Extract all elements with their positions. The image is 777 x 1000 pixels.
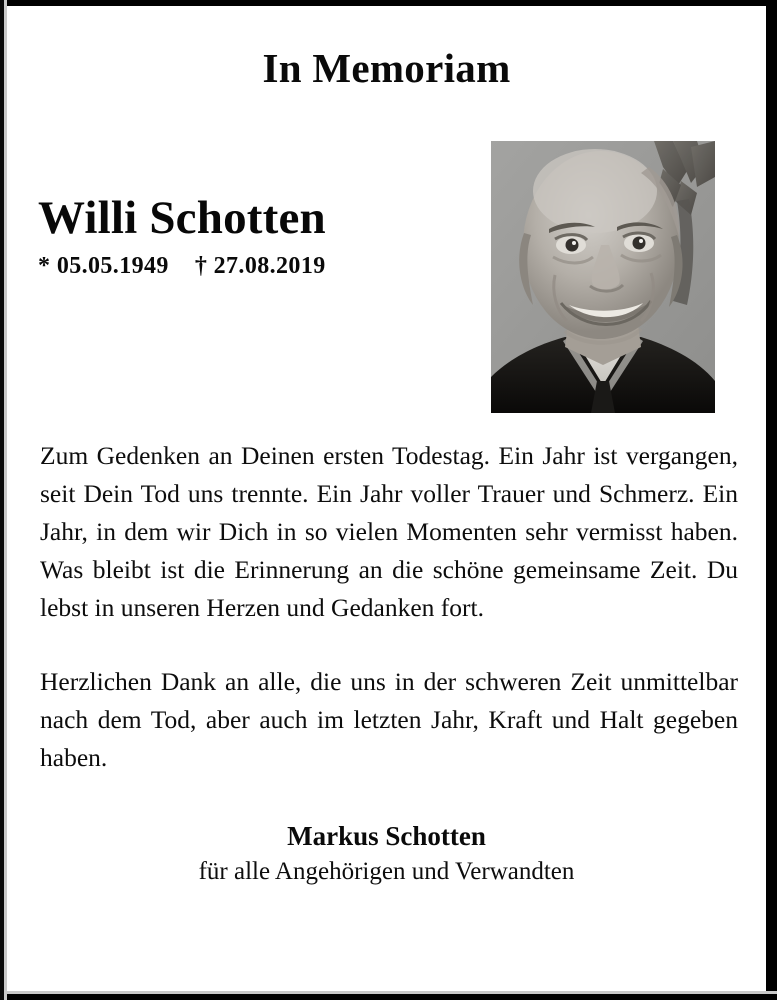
- birth-star-icon: *: [38, 253, 51, 280]
- memoriam-heading: In Memoriam: [262, 45, 511, 91]
- card-border-bottom: [0, 994, 777, 1000]
- card-border-bottom-highlight: [0, 991, 777, 994]
- death-date-group: [195, 253, 326, 279]
- signer-name: Markus Schotten: [287, 821, 486, 851]
- birth-date-group: [38, 253, 169, 279]
- deceased-name: Willi Schotten: [38, 192, 326, 244]
- identity-section: [7, 141, 766, 431]
- death-cross-icon: †: [194, 253, 208, 280]
- memorial-message: [40, 431, 738, 777]
- message-paragraph-2: Herzlichen Dank an alle, die uns in der schweren Zeit unmittelbar nach dem Tod, aber auch im letzten Jahr, Kraft und Halt gegeben haben.: [40, 667, 738, 772]
- signer-relations: für alle Angehörigen und Verwandten: [198, 858, 575, 886]
- birth-date-value: 05.05.1949: [56, 253, 169, 280]
- message-paragraph-1: Zum Gedenken an Deinen ersten Todestag. Ein Jahr ist vergangen, seit Dein Tod uns trennte. Ein Jahr voller Trauer und Schmerz. Ein Jahr, in dem wir Dich in so vielen Momenten sehr vermisst haben. Was bleibt ist die Erinnerung an die schöne gemeinsame Zeit. Du lebst in unseren Herzen und Gedanken fort.: [40, 441, 738, 622]
- life-dates: [38, 253, 468, 280]
- card-border-right: [766, 0, 777, 1000]
- portrait-photo: [491, 141, 715, 413]
- deceased-identity: [38, 194, 468, 280]
- notice-content: [7, 6, 766, 991]
- signature-section: [7, 821, 766, 889]
- death-date-value: 27.08.2019: [213, 253, 326, 280]
